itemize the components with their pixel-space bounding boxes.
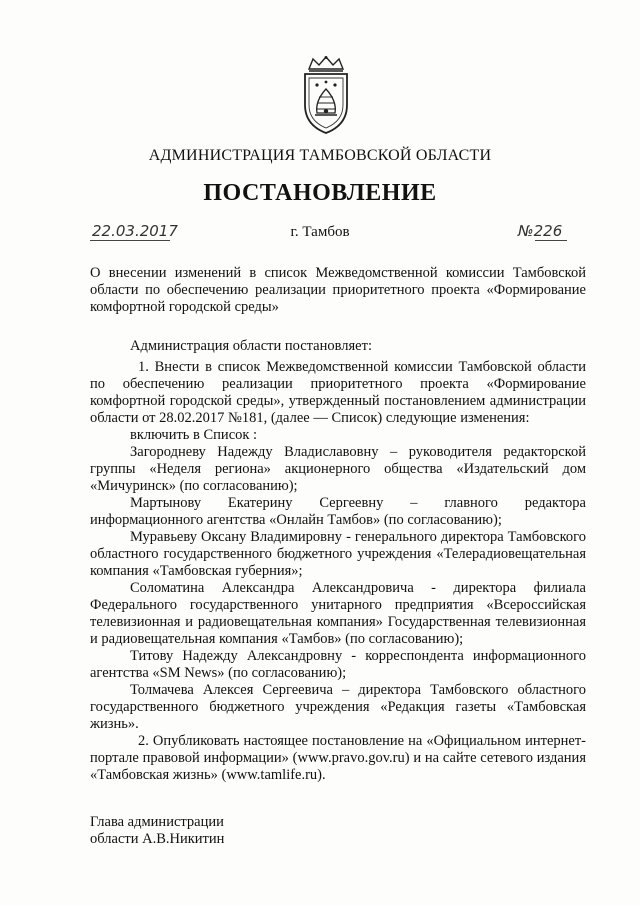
member-paragraph: Титову Надежду Александровну - корреспондента информационного агентства «SM News» (по согласованию); bbox=[90, 648, 586, 681]
number-underline bbox=[535, 240, 567, 241]
document-body bbox=[90, 338, 586, 784]
member-paragraph: Толмачева Алексея Сергеевича – директора Тамбовского областного государственного бюджетного учреждения «Редакция газеты «Тамбовская жизнь». bbox=[90, 682, 586, 732]
signature-block bbox=[90, 814, 224, 848]
tambov-coat-of-arms-icon bbox=[295, 55, 357, 135]
intro-paragraph: Администрация области постановляет: bbox=[130, 338, 372, 354]
member-paragraph: Муравьеву Оксану Владимировну - генерального директора Тамбовского областного государственного бюджетного учреждения «Телерадиовещательная компания «Тамбовская губерния»; bbox=[90, 529, 586, 579]
document-city: г. Тамбов bbox=[290, 224, 350, 240]
member-paragraph: Соломатина Александра Александровича - директора филиала Федерального государственного унитарного предприятия «Всероссийская телевизионная и радиовещательная компания» Государственная телевизионная и радиовещательная компания «Тамбов» (по согласованию); bbox=[90, 580, 586, 647]
signature-name: области А.В.Никитин bbox=[90, 831, 225, 847]
member-paragraph: Мартынову Екатерину Сергеевну – главного редактора информационного агентства «Онлайн Тамбов» (по согласованию); bbox=[90, 495, 586, 528]
organization-title: АДМИНИСТРАЦИЯ ТАМБОВСКОЙ ОБЛАСТИ bbox=[148, 147, 492, 164]
member-paragraph: Загородневу Надежду Владиславовну – руководителя редакторской группы «Неделя региона» акционерного общества «Издательский дом «Мичуринск» (по согласованию); bbox=[90, 444, 586, 494]
document-number: №226 bbox=[518, 222, 563, 240]
include-label: включить в Список : bbox=[130, 427, 258, 443]
document-date: 22.03.2017 bbox=[92, 222, 178, 240]
document-type-title: ПОСТАНОВЛЕНИЕ bbox=[203, 180, 437, 206]
item-1-paragraph: 1. Внести в список Межведомственной комиссии Тамбовской области по обеспечению реализации приоритетного проекта «Формирование комфортной городской среды», утвержденный постановлением администрации области от 28.02.2017 №181, (далее — Список) следующие изменения: bbox=[90, 359, 586, 426]
item-2-paragraph: 2. Опубликовать настоящее постановление на «Официальном интернет-портале правовой информации» (www.pravo.gov.ru) и на сайте сетевого издания «Тамбовская жизнь» (www.tamlife.ru). bbox=[90, 733, 586, 783]
signature-title: Глава администрации bbox=[90, 814, 224, 830]
document-subject: О внесении изменений в список Межведомственной комиссии Тамбовской области по обеспечению реализации приоритетного проекта «Формирование комфортной городской среды» bbox=[90, 265, 586, 315]
